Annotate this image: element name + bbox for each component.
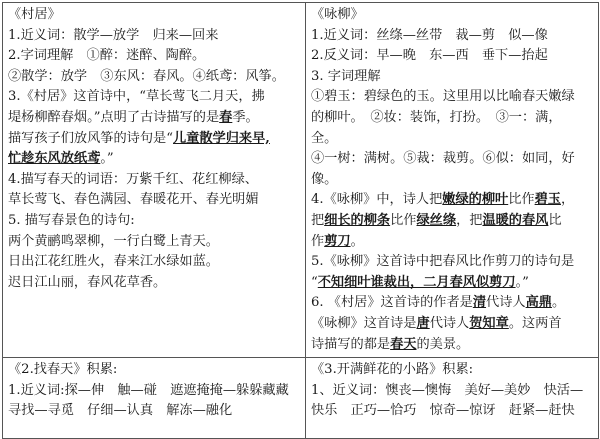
answer-highlight: 唐 [416, 315, 430, 331]
text-line [311, 232, 593, 253]
text-span: 比作 [390, 212, 417, 228]
text-line: 2.字词理解 ①醉：迷醉、陶醉。 [8, 48, 206, 64]
text-line: 3. 字词理解 [311, 68, 381, 84]
answer-highlight: 嫩绿的柳叶 [442, 192, 509, 208]
text-line: 5.《咏柳》这首诗中把春风比作剪刀的诗句是 [311, 254, 575, 270]
text-line [311, 190, 593, 211]
text-line [311, 293, 593, 314]
cell-willow-poem [306, 3, 599, 358]
text-line: 5. 描写春景色的诗句: [8, 212, 135, 228]
text-line: 寻找—寻觅 仔细—认真 解冻—融化 [8, 403, 233, 419]
text-line: 1.近义词：丝绦—丝带 裁—剪 似—像 [311, 27, 548, 43]
notes-table [2, 2, 599, 439]
table-row [3, 3, 599, 358]
answer-highlight: 剪刀 [324, 233, 351, 249]
text-line: 全。 [311, 130, 338, 146]
text-line: 1.近义词：散学—放学 归来—回来 [8, 27, 219, 43]
text-span: 《咏柳》这首诗是 [311, 315, 417, 331]
answer-highlight: 碧玉 [534, 192, 561, 208]
text-span: 。 [551, 295, 566, 311]
text-span: 季。 [232, 109, 259, 125]
text-span: 。 [350, 233, 364, 249]
answer-highlight: 忙趁东风放纸鸢 [8, 151, 101, 167]
text-span: ， [560, 192, 575, 208]
text-span: ，把 [456, 212, 483, 228]
text-span: 作 [311, 233, 325, 249]
text-line: 2.反义词：早—晚 东—西 垂下—抬起 [311, 48, 548, 64]
text-line [8, 108, 300, 129]
text-line: 3.《村居》这首诗中，“草长莺飞二月天，拂 [8, 89, 265, 105]
answer-highlight: 不知细叶谁裁出，二月春风似剪刀 [317, 274, 516, 290]
answer-highlight: 春 [219, 109, 233, 125]
text-span: 。” [515, 274, 529, 290]
text-line [311, 273, 593, 294]
cell-find-spring [3, 358, 306, 439]
text-line: 日出江花红胜火，春来江水绿如蓝。 [8, 254, 219, 270]
text-span: “ [311, 274, 318, 290]
answer-highlight: 绿丝绦 [416, 212, 457, 228]
text-span: 诗描写的都是 [311, 336, 391, 352]
text-line: 快乐 正巧—恰巧 惊奇—惊讶 赶紧—赶快 [311, 403, 575, 419]
text-span: 6. 《村居》这首诗的作者是 [311, 295, 473, 311]
text-span: 堤杨柳醉春烟。”点明了古诗描写的是 [8, 109, 220, 125]
text-line: 像。 [311, 171, 338, 187]
answer-highlight: 儿童散学归来早, [173, 130, 270, 146]
text-line [8, 129, 300, 150]
text-span: 4.《咏柳》中，诗人把 [311, 192, 443, 208]
text-line: ①碧玉：碧绿色的玉。这里用以比喻春天嫩绿 [311, 89, 575, 105]
text-line: ②散学：放学 ③东风：春风。④纸鸢：风筝。 [8, 68, 285, 84]
text-span: 。” [100, 151, 114, 167]
text-span: 的美景。 [416, 336, 470, 352]
cell-title: 《2.找春天》积累: [8, 362, 118, 378]
text-line [311, 335, 593, 356]
text-span: 代诗人 [486, 295, 526, 311]
cell-title: 《村居》 [8, 7, 61, 22]
text-line: 1、近义词：懊丧—懊悔 美好—美妙 快活— [311, 382, 584, 398]
answer-highlight: 高鼎 [525, 295, 552, 311]
text-span: 代诗人 [429, 315, 470, 331]
cell-title: 《3.开满鲜花的小路》积累: [311, 362, 474, 378]
text-line [8, 149, 300, 170]
text-line: 4.描写春天的词语：万紫千红、花红柳绿、 [8, 171, 258, 187]
cell-flower-path [306, 358, 599, 439]
text-span: 比 [548, 212, 562, 228]
answer-highlight: 温暖的春风 [482, 212, 549, 228]
cell-village-poem [3, 3, 306, 358]
text-line [311, 211, 593, 232]
table-row [3, 358, 599, 439]
text-line [311, 314, 593, 335]
text-line: 两个黄鹂鸣翠柳，一行白鹭上青天。 [8, 233, 219, 249]
text-line: ④一树：满树。⑤裁：裁剪。⑥似：如同，好 [311, 151, 575, 167]
text-line: 1.近义词:探—伸 触—碰 遮遮掩掩—躲躲藏藏 [8, 382, 289, 398]
answer-highlight: 细长的柳条 [324, 212, 391, 228]
answer-highlight: 清 [472, 295, 487, 311]
text-span: 比作 [508, 192, 535, 208]
text-line: 草长莺飞、春色满园、春暖花开、春光明媚 [8, 192, 259, 208]
cell-title: 《咏柳》 [311, 7, 364, 22]
text-span: 描写孩子们放风筝的诗句是“ [8, 130, 173, 146]
answer-highlight: 春天 [390, 336, 417, 352]
text-line: 迟日江山丽，春风花草香。 [8, 274, 167, 290]
text-span: 把 [311, 212, 325, 228]
text-span: 。这两首 [508, 315, 562, 331]
answer-highlight: 贺知章 [469, 315, 509, 331]
text-line: 的柳叶。 ②妆：装饰，打扮。 ③一：满， [311, 109, 562, 125]
